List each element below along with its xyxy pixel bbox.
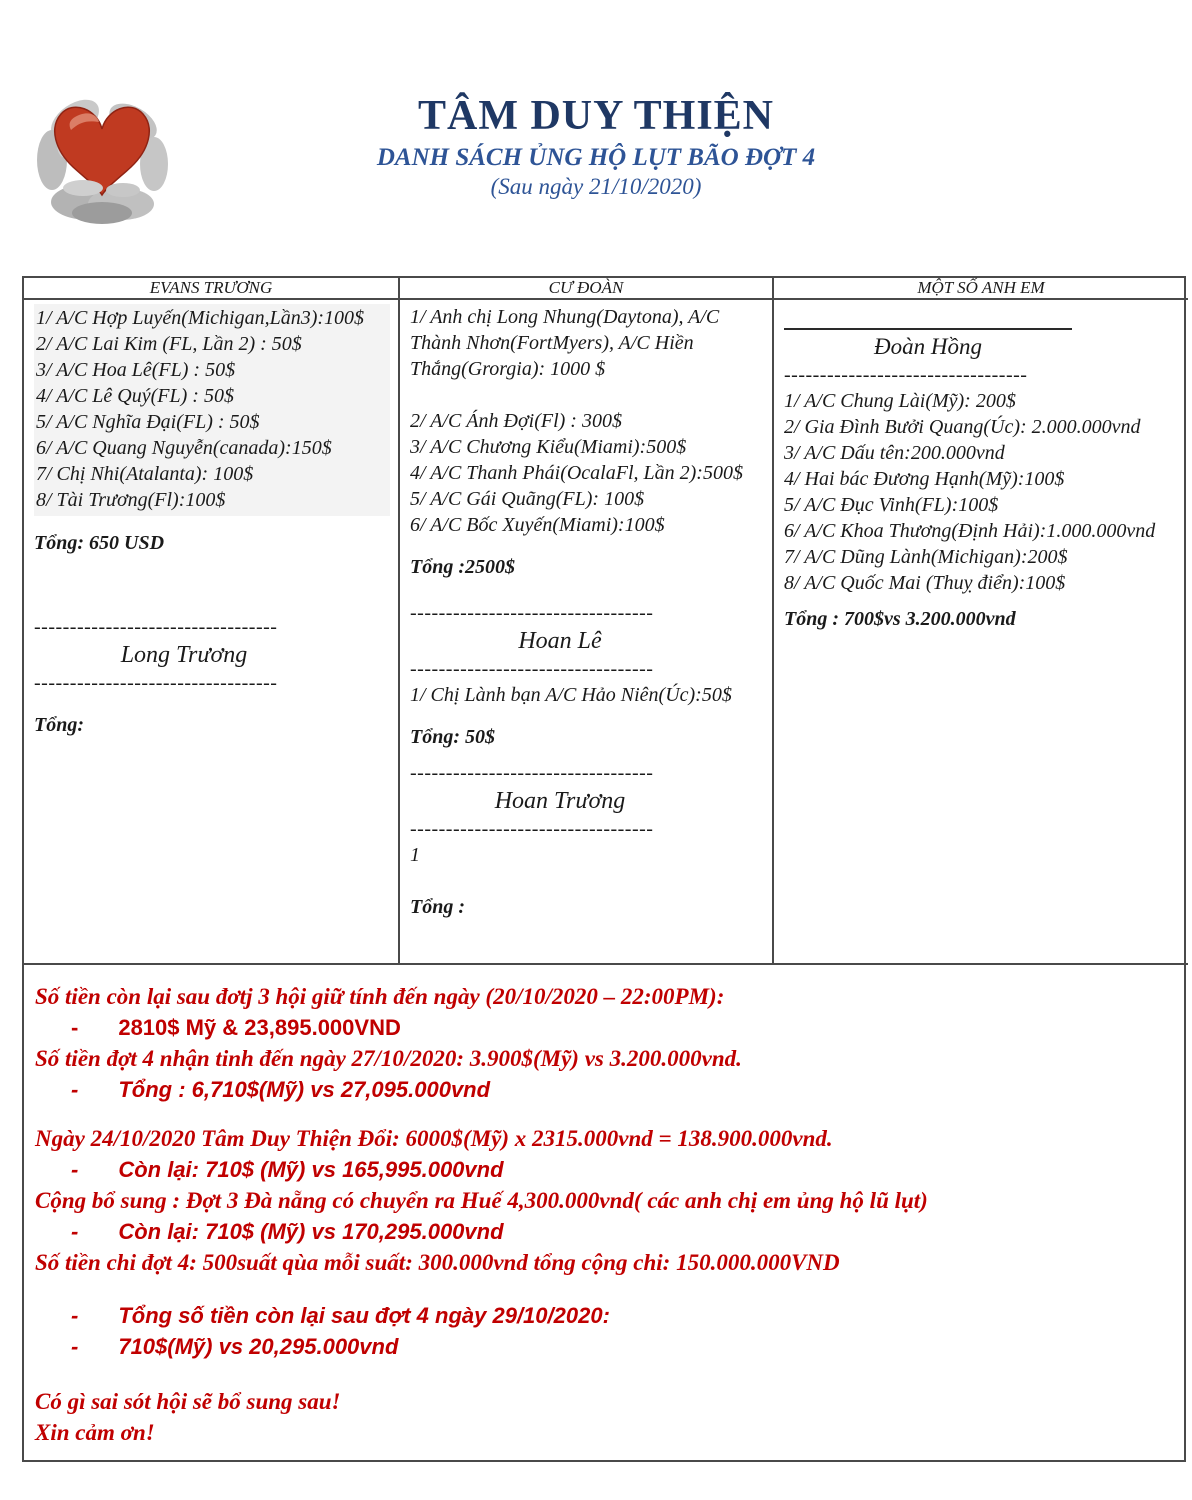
column-header-evans-truong: EVANS TRƯƠNG: [24, 278, 400, 300]
separator-dashes: ----------------------------------: [410, 762, 654, 784]
bullet-dash: -: [71, 1219, 79, 1244]
date-note: (Sau ngày 21/10/2020): [490, 174, 702, 199]
donor-item: 1: [410, 844, 420, 866]
separator-dashes: ----------------------------------: [410, 602, 654, 624]
summary-line: Ngày 24/10/2020 Tâm Duy Thiện Đổi: 6000$(Mỹ) x 2315.000vnd = 138.900.000vnd.: [35, 1126, 833, 1151]
bullet-dash: -: [71, 1303, 79, 1328]
summary-line: Cộng bổ sung : Đợt 3 Đà nẵng có chuyển ra Huế 4,300.000vnd( các anh chị em ủng hộ lũ lụt): [35, 1188, 928, 1213]
summary-line: Số tiền chi đợt 4: 500suất qùa mỗi suất: 300.000vnd tổng cộng chi: 150.000.000VND: [35, 1250, 840, 1275]
donor-item: 4/ Hai bác Đương Hạnh(Mỹ):100$: [784, 468, 1065, 490]
donor-item: 8/ Tài Trương(Fl):100$: [36, 489, 226, 511]
page-subtitle: DANH SÁCH ỦNG HỘ LỤT BÃO ĐỢT 4: [376, 144, 816, 171]
donor-item: 3/ A/C Dấu tên:200.000vnd: [784, 442, 1005, 464]
donor-item: 3/ A/C Hoa Lê(FL) : 50$: [36, 359, 236, 381]
donor-item: 5/ A/C Gái Quãng(FL): 100$: [410, 488, 645, 510]
solid-rule: [784, 328, 1072, 330]
summary-bullet-line: - 710$(Mỹ) vs 20,295.000vnd: [35, 1331, 1176, 1362]
column-evans-truong: [24, 300, 400, 965]
column-cu-doan: [400, 300, 774, 965]
signature-hoan-le: Hoan Lê: [518, 628, 602, 654]
summary-section: [24, 965, 1188, 1460]
document-header: [0, 92, 1192, 201]
donor-item: 4/ A/C Lê Quý(FL) : 50$: [36, 385, 234, 407]
section-total: Tổng: 50$: [410, 726, 495, 748]
donor-item: 1/ Anh chị Long Nhung(Daytona), A/C Thành Nhơn(FortMyers), A/C Hiền Thắng(Grorgia): 1000 $: [410, 306, 720, 380]
separator-dashes: ----------------------------------: [410, 658, 654, 680]
page-title: TÂM DUY THIỆN: [417, 93, 775, 139]
closing-note: Có gì sai sót hội sẽ bổ sung sau!: [35, 1389, 341, 1414]
bullet-dash: -: [71, 1077, 79, 1102]
bullet-dash: -: [71, 1015, 79, 1040]
donor-item: 7/ Chị Nhi(Atalanta): 100$: [36, 463, 254, 485]
signature-hoan-truong: Hoan Trương: [494, 788, 626, 814]
donor-item: 2/ Gia Đình Bưởi Quang(Úc): 2.000.000vnd: [784, 416, 1141, 438]
donor-item: 6/ A/C Khoa Thương(Định Hải):1.000.000vnd: [784, 520, 1156, 542]
donor-list: [34, 304, 390, 516]
column-header-mot-so-anh-em: MỘT SỐ ANH EM: [774, 278, 1188, 300]
column-mot-so-anh-em: [774, 300, 1188, 965]
donor-item: 6/ A/C Quang Nguyễn(canada):150$: [36, 437, 332, 459]
bullet-dash: -: [71, 1334, 79, 1359]
donor-item: 5/ A/C Đục Vinh(FL):100$: [784, 494, 999, 516]
column-total-empty: Tổng:: [34, 714, 84, 736]
bullet-dash: -: [71, 1157, 79, 1182]
summary-bullet-line: - Còn lại: 710$ (Mỹ) vs 170,295.000vnd: [35, 1216, 1176, 1247]
donor-item: 6/ A/C Bốc Xuyến(Miami):100$: [410, 514, 665, 536]
donor-table: [22, 276, 1186, 1462]
donor-item: 1/ Chị Lành bạn A/C Hảo Niên(Úc):50$: [410, 684, 732, 706]
donor-item: 2/ A/C Lai Kim (FL, Lần 2) : 50$: [36, 333, 302, 355]
summary-bullet-line: - Tổng : 6,710$(Mỹ) vs 27,095.000vnd: [35, 1074, 1176, 1105]
closing-thanks: Xin cảm ơn!: [35, 1420, 155, 1445]
column-total: Tổng: 650 USD: [34, 532, 165, 554]
donor-item: 1/ A/C Hợp Luyến(Michigan,Lần3):100$: [36, 307, 365, 329]
summary-line: Số tiền đợt 4 nhận tinh đến ngày 27/10/2020: 3.900$(Mỹ) vs 3.200.000vnd.: [35, 1046, 742, 1071]
column-header-cu-doan: CƯ ĐOÀN: [400, 278, 774, 300]
summary-bullet-line: - Tổng số tiền còn lại sau đợt 4 ngày 29/10/2020:: [35, 1300, 1176, 1331]
donor-item: 5/ A/C Nghĩa Đại(FL) : 50$: [36, 411, 260, 433]
separator-dashes: ----------------------------------: [34, 616, 278, 638]
summary-bullet-line: - Còn lại: 710$ (Mỹ) vs 165,995.000vnd: [35, 1154, 1176, 1185]
donor-item: 8/ A/C Quốc Mai (Thuỵ điển):100$: [784, 572, 1066, 594]
separator-dashes: ----------------------------------: [784, 364, 1028, 386]
column-total: Tổng :2500$: [410, 556, 515, 578]
donor-item: 2/ A/C Ánh Đợi(Fl) : 300$: [410, 410, 622, 432]
column-total: Tổng : 700$vs 3.200.000vnd: [784, 608, 1016, 630]
donor-item: 7/ A/C Dũng Lành(Michigan):200$: [784, 546, 1068, 568]
signature-long-truong: Long Trương: [120, 642, 248, 668]
donor-item: 4/ A/C Thanh Phái(OcalaFl, Lần 2):500$: [410, 462, 743, 484]
donor-item: 1/ A/C Chung Lài(Mỹ): 200$: [784, 390, 1016, 412]
summary-bullet-line: - 2810$ Mỹ & 23,895.000VND: [35, 1012, 1176, 1043]
summary-line: Số tiền còn lại sau đơtj 3 hội giữ tính đến ngày (20/10/2020 – 22:00PM):: [35, 984, 725, 1009]
section-total-empty: Tổng :: [410, 896, 465, 918]
separator-dashes: ----------------------------------: [410, 818, 654, 840]
separator-dashes: ----------------------------------: [34, 672, 278, 694]
signature-doan-hong: Đoàn Hồng: [874, 334, 982, 359]
donor-item: 3/ A/C Chương Kiểu(Miami):500$: [410, 436, 687, 458]
